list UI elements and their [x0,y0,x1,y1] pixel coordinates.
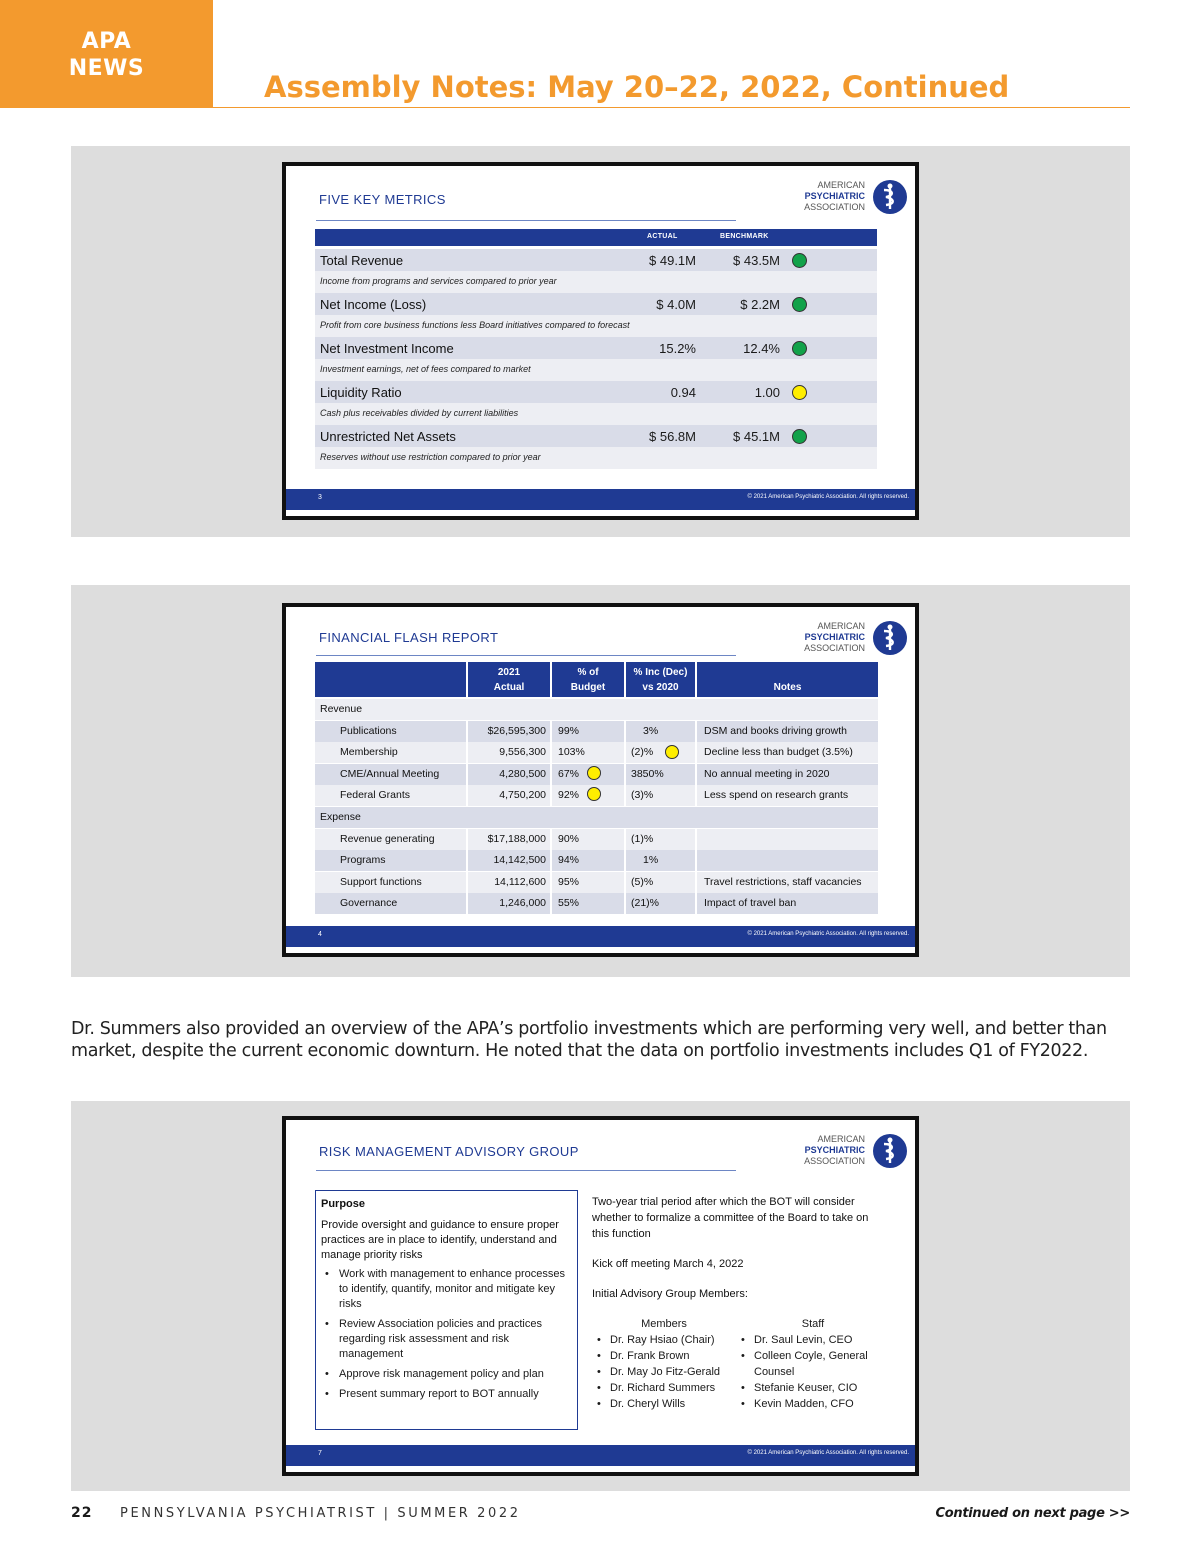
metrics-header [315,229,877,246]
header-actual-line2: Actual [493,682,525,693]
header-inc [626,662,695,697]
row-inc: (2)% [631,746,654,759]
row-inc: 3850% [631,767,664,780]
metric-benchmark: $ 45.1M [733,429,780,444]
table-row [315,785,878,806]
list-item: • Kevin Madden, CFO [738,1396,888,1412]
row-label: Publications [340,724,397,737]
status-green-icon [792,253,807,268]
publication-line: PENNSYLVANIA PSYCHIATRIST | SUMMER 2022 [120,1506,521,1521]
table-row [315,721,878,742]
kickoff-text: Kick off meeting March 4, 2022 [592,1258,744,1270]
section-row [315,699,878,720]
row-label: Federal Grants [340,789,411,802]
figure-panel-flash-report [71,585,1130,977]
row-notes: Less spend on research grants [704,789,849,802]
members-column [594,1316,734,1412]
logo-line3: ASSOCIATION [804,1156,865,1166]
copyright: © 2021 American Psychiatric Association. All rights reserved. [747,494,909,500]
row-inc: (1)% [631,832,654,845]
page-number: 22 [71,1505,93,1521]
metric-name: Net Investment Income [320,341,454,356]
list-item: • Stefanie Keuser, CIO [738,1380,888,1396]
status-yellow-icon [587,787,601,801]
status-yellow-icon [665,745,679,759]
figure-panel-metrics [71,146,1130,537]
apa-logo [787,621,907,659]
table-row [315,742,878,763]
list-item: • Dr. May Jo Fitz-Gerald [594,1364,734,1380]
slide-footer [286,1445,915,1466]
continued-link[interactable]: Continued on next page >> [935,1506,1130,1521]
copyright: © 2021 American Psychiatric Association. All rights reserved. [747,1450,909,1456]
row-label: Revenue generating [340,832,435,845]
staff-column [738,1316,888,1412]
list-item: • Dr. Ray Hsiao (Chair) [594,1332,734,1348]
metric-description-row [315,403,877,425]
metric-description: Cash plus receivables divided by current liabilities [320,408,519,418]
header-budget [552,662,624,697]
logo-line1: AMERICAN [817,1134,865,1144]
trial-text: Two-year trial period after which the BOT will consider whether to formalize a committee of the Board to take on this function [592,1196,869,1240]
status-green-icon [792,429,807,444]
header-notes [697,662,878,697]
table-row [315,872,878,893]
metric-benchmark: $ 43.5M [733,253,780,268]
members-heading: Members [641,1318,687,1330]
header-notes-label: Notes [773,682,802,693]
metric-description-row [315,315,877,337]
table-row [315,850,878,871]
metric-row [315,425,877,447]
row-label: Programs [340,854,386,867]
members-list [594,1332,734,1412]
row-notes: DSM and books driving growth [704,724,847,737]
purpose-box [315,1190,578,1430]
metric-actual: 15.2% [659,341,696,356]
row-notes: Decline less than budget (3.5%) [704,746,853,759]
title-rule [213,107,1130,108]
metric-row [315,381,877,403]
row-label: Revenue [320,703,363,715]
metric-actual: $ 56.8M [649,429,696,444]
col-actual: ACTUAL [647,233,678,240]
row-actual: $26,595,300 [487,724,546,737]
metric-description: Reserves without use restriction compared to prior year [320,452,541,462]
initial-members-text: Initial Advisory Group Members: [592,1288,748,1300]
list-item: • Dr. Cheryl Wills [594,1396,734,1412]
metric-description-row [315,359,877,381]
row-label: Governance [340,897,398,910]
metric-name: Total Revenue [320,253,404,268]
slide-footer [286,489,915,510]
header-actual [468,662,550,697]
page-title: Assembly Notes: May 20–22, 2022, Continued [264,70,1010,104]
metric-name: Unrestricted Net Assets [320,429,456,444]
row-inc: 1% [643,854,659,867]
metric-actual: $ 4.0M [656,297,696,312]
metric-name: Liquidity Ratio [320,385,402,400]
row-actual: 14,142,500 [493,854,546,867]
metric-benchmark: 1.00 [754,385,780,400]
list-item: • Approve risk management policy and plan [321,1367,572,1382]
header-inc-line1: % Inc (Dec) [633,667,688,678]
metric-benchmark: $ 2.2M [740,297,780,312]
row-budget: 55% [558,897,580,910]
apa-logo [787,1134,907,1172]
table-row [315,764,878,785]
purpose-list [321,1267,572,1402]
metric-description-row [315,447,877,469]
row-budget: 67% [558,767,580,780]
row-budget: 103% [558,746,585,759]
row-budget: 92% [558,789,580,802]
row-budget: 95% [558,875,580,888]
row-label: Support functions [340,875,422,888]
slide-title-rule [316,220,736,221]
row-actual: 14,112,600 [494,875,546,888]
header-actual-line1: 2021 [497,667,521,678]
list-item: • Present summary report to BOT annually [321,1387,572,1402]
section-row [315,807,878,828]
metric-description-row [315,271,877,293]
apa-caduceus-icon [873,180,907,214]
purpose-heading: Purpose [321,1198,366,1210]
metric-benchmark: 12.4% [743,341,780,356]
row-notes: No annual meeting in 2020 [704,767,830,780]
list-item: • Colleen Coyle, General Counsel [738,1348,888,1380]
apa-logo [787,180,907,218]
metric-row [315,293,877,315]
section-tab-line2: NEWS [68,56,145,81]
table-row [315,893,878,914]
list-item: • Review Association policies and practices regarding risk assessment and risk management [321,1317,572,1362]
header-budget-line1: % of [577,667,599,678]
purpose-text: Provide oversight and guidance to ensure proper practices are in place to identify, understand and manage priority risks [321,1219,559,1261]
table-row [315,829,878,850]
figure-panel-risk-management [71,1101,1130,1491]
logo-line2: PSYCHIATRIC [804,1145,865,1155]
row-notes: Travel restrictions, staff vacancies [704,875,862,888]
status-green-icon [792,341,807,356]
col-benchmark: BENCHMARK [720,233,769,240]
slide-title-rule [316,1170,736,1171]
metric-description: Investment earnings, net of fees compared to market [320,364,531,374]
apa-caduceus-icon [873,621,907,655]
list-item: • Dr. Richard Summers [594,1380,734,1396]
metric-description: Profit from core business functions less Board initiatives compared to forecast [320,320,630,330]
row-notes: Impact of travel ban [704,897,797,910]
row-inc: (5)% [631,875,654,888]
metric-actual: $ 49.1M [649,253,696,268]
staff-heading: Staff [801,1318,825,1330]
slide-title-rule [316,655,736,656]
slide-number: 7 [318,1450,322,1457]
apa-caduceus-icon [873,1134,907,1168]
slide-title: FINANCIAL FLASH REPORT [319,630,499,645]
row-actual: 4,750,200 [499,789,546,802]
row-inc: (21)% [631,897,660,910]
row-budget: 90% [558,832,580,845]
logo-line2: PSYCHIATRIC [804,191,865,201]
slide-title: FIVE KEY METRICS [319,192,446,207]
logo-line2: PSYCHIATRIC [804,632,865,642]
logo-line1: AMERICAN [817,621,865,631]
header-budget-line2: Budget [570,682,606,693]
logo-line3: ASSOCIATION [804,202,865,212]
slide-footer [286,926,915,947]
metric-row [315,249,877,271]
status-yellow-icon [792,385,807,400]
slide-title: RISK MANAGEMENT ADVISORY GROUP [319,1144,579,1159]
slide-number: 4 [318,931,322,938]
article-paragraph: Dr. Summers also provided an overview of the APA’s portfolio investments which are performing very well, and better than market, despite the current economic downturn. He noted that the data on portfolio investments includes Q1 of FY2022. [71,1019,1107,1061]
header-inc-line2: vs 2020 [642,682,679,693]
row-actual: 1,246,000 [499,897,546,910]
logo-line1: AMERICAN [817,180,865,190]
row-inc: 3% [643,724,659,737]
row-label: Membership [340,746,398,759]
row-inc: (3)% [631,789,654,802]
list-item: • Work with management to enhance processes to identify, quantify, monitor and mitigate key risks [321,1267,572,1312]
row-actual: 4,280,500 [499,767,546,780]
slide-five-key-metrics [282,162,919,520]
section-tab-line1: APA [81,29,132,54]
row-budget: 94% [558,854,580,867]
row-label: CME/Annual Meeting [340,767,440,780]
row-actual: 9,556,300 [499,746,546,759]
status-green-icon [792,297,807,312]
metric-description: Income from programs and services compared to prior year [320,276,557,286]
row-actual: $17,188,000 [487,832,546,845]
slide-financial-flash-report [282,603,919,957]
metric-actual: 0.94 [670,385,696,400]
status-yellow-icon [587,766,601,780]
row-budget: 99% [558,724,580,737]
list-item: • Dr. Frank Brown [594,1348,734,1364]
metric-name: Net Income (Loss) [320,297,427,312]
logo-line3: ASSOCIATION [804,643,865,653]
row-label: Expense [320,811,361,823]
header-label-col [315,662,466,697]
trial-info [592,1194,882,1302]
copyright: © 2021 American Psychiatric Association. All rights reserved. [747,931,909,937]
list-item: • Dr. Saul Levin, CEO [738,1332,888,1348]
slide-risk-management [282,1116,919,1476]
metric-row [315,337,877,359]
slide-number: 3 [318,494,322,501]
staff-list [738,1332,888,1412]
